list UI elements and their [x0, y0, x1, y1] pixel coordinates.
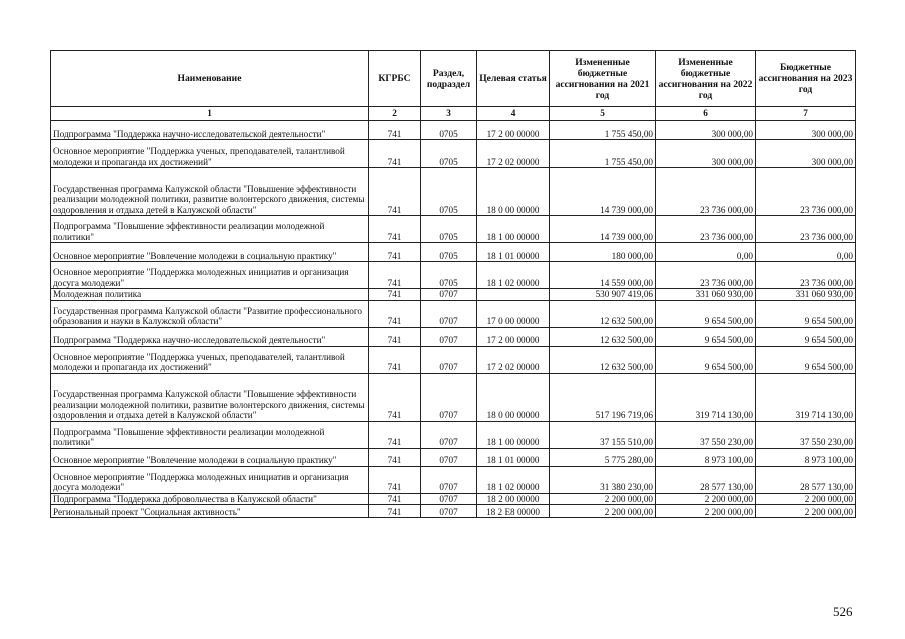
cell-name: Молодежная политика: [51, 289, 369, 301]
cell-name: Государственная программа Калужской области "Повышение эффективности реализации молодежной политики, развитие волонтерского движения, системы оздоровления и отдыха детей в Калужской области": [51, 168, 369, 216]
cell-name: Государственная программа Калужской области "Развитие профессионального образования и науки в Калужской области": [51, 300, 369, 327]
column-number: 3: [421, 107, 477, 121]
cell-y2022: 23 736 000,00: [656, 168, 756, 216]
table-row: [51, 327, 856, 346]
header-2023: Бюджетные ассигнования на 2023 год: [756, 51, 856, 107]
column-number: 5: [550, 107, 656, 121]
column-number: 2: [369, 107, 421, 121]
cell-y2022: 8 973 100,00: [656, 448, 756, 466]
cell-y2023: 300 000,00: [756, 121, 856, 140]
header-2022: Измененные бюджетные ассигнования на 2022 год: [656, 51, 756, 107]
cell-kgrbs: 741: [369, 121, 421, 140]
cell-target: 18 1 02 00000: [477, 262, 550, 289]
cell-y2022: 9 654 500,00: [656, 346, 756, 373]
header-2021: Измененные бюджетные ассигнования на 2021 год: [550, 51, 656, 107]
cell-section: 0707: [421, 466, 477, 493]
column-number-row: [51, 107, 856, 121]
cell-y2023: 2 200 000,00: [756, 505, 856, 518]
column-number: 6: [656, 107, 756, 121]
cell-section: 0705: [421, 243, 477, 262]
cell-section: 0705: [421, 121, 477, 140]
cell-name: Государственная программа Калужской области "Повышение эффективности реализации молодежной политики, развитие волонтерского движения, системы оздоровления и отдыха детей в Калужской области": [51, 373, 369, 421]
cell-target: 18 1 00 00000: [477, 216, 550, 243]
header-kgrbs: КГРБС: [369, 51, 421, 107]
cell-y2023: 300 000,00: [756, 140, 856, 168]
table-row: [51, 289, 856, 301]
cell-target: 18 1 01 00000: [477, 448, 550, 466]
cell-name: Основное мероприятие "Вовлечение молодежи в социальную практику": [51, 448, 369, 466]
cell-target: 17 2 00 00000: [477, 327, 550, 346]
cell-kgrbs: 741: [369, 300, 421, 327]
cell-target: 17 0 00 00000: [477, 300, 550, 327]
column-number: 7: [756, 107, 856, 121]
cell-y2021: 5 775 280,00: [550, 448, 656, 466]
cell-name: Подпрограмма "Повышение эффективности реализации молодежной политики": [51, 216, 369, 243]
table-row: [51, 505, 856, 518]
cell-y2022: 300 000,00: [656, 121, 756, 140]
cell-y2023: 28 577 130,00: [756, 466, 856, 493]
table-row: [51, 243, 856, 262]
cell-section: 0705: [421, 168, 477, 216]
cell-y2023: 9 654 500,00: [756, 327, 856, 346]
cell-kgrbs: 741: [369, 168, 421, 216]
cell-target: 18 1 01 00000: [477, 243, 550, 262]
page-number: 526: [833, 604, 853, 619]
cell-kgrbs: 741: [369, 346, 421, 373]
cell-section: 0707: [421, 289, 477, 301]
cell-kgrbs: 741: [369, 373, 421, 421]
cell-kgrbs: 741: [369, 243, 421, 262]
cell-section: 0707: [421, 448, 477, 466]
cell-name: Региональный проект "Социальная активность": [51, 505, 369, 518]
cell-y2023: 319 714 130,00: [756, 373, 856, 421]
cell-y2023: 2 200 000,00: [756, 493, 856, 505]
table-row: [51, 448, 856, 466]
table-row: [51, 493, 856, 505]
cell-y2022: 37 550 230,00: [656, 421, 756, 448]
cell-kgrbs: 741: [369, 216, 421, 243]
cell-y2023: 9 654 500,00: [756, 300, 856, 327]
cell-name: Основное мероприятие "Вовлечение молодежи в социальную практику": [51, 243, 369, 262]
cell-name: Подпрограмма "Повышение эффективности реализации молодежной политики": [51, 421, 369, 448]
cell-section: 0705: [421, 216, 477, 243]
cell-name: Подпрограмма "Поддержка добровольчества в Калужской области": [51, 493, 369, 505]
cell-y2022: 2 200 000,00: [656, 505, 756, 518]
cell-section: 0707: [421, 493, 477, 505]
cell-y2023: 0,00: [756, 243, 856, 262]
table-row: [51, 121, 856, 140]
column-number: 1: [51, 107, 369, 121]
cell-section: 0705: [421, 140, 477, 168]
cell-y2023: 23 736 000,00: [756, 216, 856, 243]
cell-kgrbs: 741: [369, 466, 421, 493]
cell-y2021: 12 632 500,00: [550, 300, 656, 327]
table-body: [51, 121, 856, 518]
cell-target: 18 1 02 00000: [477, 466, 550, 493]
cell-y2022: 23 736 000,00: [656, 262, 756, 289]
cell-section: 0707: [421, 421, 477, 448]
cell-y2021: 180 000,00: [550, 243, 656, 262]
cell-target: 17 2 02 00000: [477, 140, 550, 168]
cell-y2021: 2 200 000,00: [550, 505, 656, 518]
table-row: [51, 466, 856, 493]
cell-name: Основное мероприятие "Поддержка ученых, преподавателей, талантливой молодежи и пропаганда их достижений": [51, 140, 369, 168]
cell-name: Подпрограмма "Поддержка научно-исследовательской деятельности": [51, 327, 369, 346]
cell-target: 17 2 02 00000: [477, 346, 550, 373]
cell-y2023: 331 060 930,00: [756, 289, 856, 301]
cell-kgrbs: 741: [369, 327, 421, 346]
header-row: [51, 51, 856, 107]
cell-target: 18 0 00 00000: [477, 373, 550, 421]
cell-y2023: 8 973 100,00: [756, 448, 856, 466]
header-target: Целевая статья: [477, 51, 550, 107]
cell-y2022: 9 654 500,00: [656, 327, 756, 346]
cell-target: 18 2 00 00000: [477, 493, 550, 505]
cell-target: 17 2 00 00000: [477, 121, 550, 140]
cell-y2021: 37 155 510,00: [550, 421, 656, 448]
cell-target: 18 2 E8 00000: [477, 505, 550, 518]
cell-kgrbs: 741: [369, 140, 421, 168]
cell-y2021: 12 632 500,00: [550, 346, 656, 373]
cell-target: 18 0 00 00000: [477, 168, 550, 216]
budget-table: [50, 50, 856, 518]
cell-section: 0707: [421, 505, 477, 518]
cell-y2021: 31 380 230,00: [550, 466, 656, 493]
cell-kgrbs: 741: [369, 421, 421, 448]
cell-y2021: 2 200 000,00: [550, 493, 656, 505]
cell-y2022: 300 000,00: [656, 140, 756, 168]
table-row: [51, 140, 856, 168]
cell-y2023: 23 736 000,00: [756, 262, 856, 289]
cell-kgrbs: 741: [369, 505, 421, 518]
cell-y2021: 14 739 000,00: [550, 168, 656, 216]
cell-section: 0707: [421, 300, 477, 327]
cell-name: Основное мероприятие "Поддержка ученых, преподавателей, талантливой молодежи и пропаганда их достижений": [51, 346, 369, 373]
cell-y2023: 23 736 000,00: [756, 168, 856, 216]
cell-y2023: 37 550 230,00: [756, 421, 856, 448]
cell-y2022: 319 714 130,00: [656, 373, 756, 421]
table-row: [51, 168, 856, 216]
cell-y2021: 14 739 000,00: [550, 216, 656, 243]
cell-section: 0705: [421, 262, 477, 289]
table-row: [51, 262, 856, 289]
cell-kgrbs: 741: [369, 262, 421, 289]
cell-kgrbs: 741: [369, 493, 421, 505]
column-number: 4: [477, 107, 550, 121]
cell-y2022: 9 654 500,00: [656, 300, 756, 327]
cell-y2021: 12 632 500,00: [550, 327, 656, 346]
cell-kgrbs: 741: [369, 289, 421, 301]
cell-y2021: 530 907 419,06: [550, 289, 656, 301]
cell-section: 0707: [421, 346, 477, 373]
table-row: [51, 373, 856, 421]
table-row: [51, 346, 856, 373]
header-name: Наименование: [51, 51, 369, 107]
table-row: [51, 216, 856, 243]
cell-y2022: 2 200 000,00: [656, 493, 756, 505]
cell-target: 18 1 00 00000: [477, 421, 550, 448]
cell-y2022: 28 577 130,00: [656, 466, 756, 493]
cell-name: Подпрограмма "Поддержка научно-исследовательской деятельности": [51, 121, 369, 140]
cell-y2023: 9 654 500,00: [756, 346, 856, 373]
cell-y2021: 14 559 000,00: [550, 262, 656, 289]
table-row: [51, 300, 856, 327]
cell-y2022: 331 060 930,00: [656, 289, 756, 301]
cell-target: [477, 289, 550, 301]
cell-y2021: 1 755 450,00: [550, 140, 656, 168]
table-row: [51, 421, 856, 448]
cell-name: Основное мероприятие "Поддержка молодежных инициатив и организация досуга молодежи": [51, 466, 369, 493]
header-section: Раздел, подраздел: [421, 51, 477, 107]
cell-y2022: 0,00: [656, 243, 756, 262]
cell-y2022: 23 736 000,00: [656, 216, 756, 243]
cell-kgrbs: 741: [369, 448, 421, 466]
cell-y2021: 517 196 719,06: [550, 373, 656, 421]
cell-section: 0707: [421, 327, 477, 346]
cell-section: 0707: [421, 373, 477, 421]
cell-name: Основное мероприятие "Поддержка молодежных инициатив и организация досуга молодежи": [51, 262, 369, 289]
cell-y2021: 1 755 450,00: [550, 121, 656, 140]
